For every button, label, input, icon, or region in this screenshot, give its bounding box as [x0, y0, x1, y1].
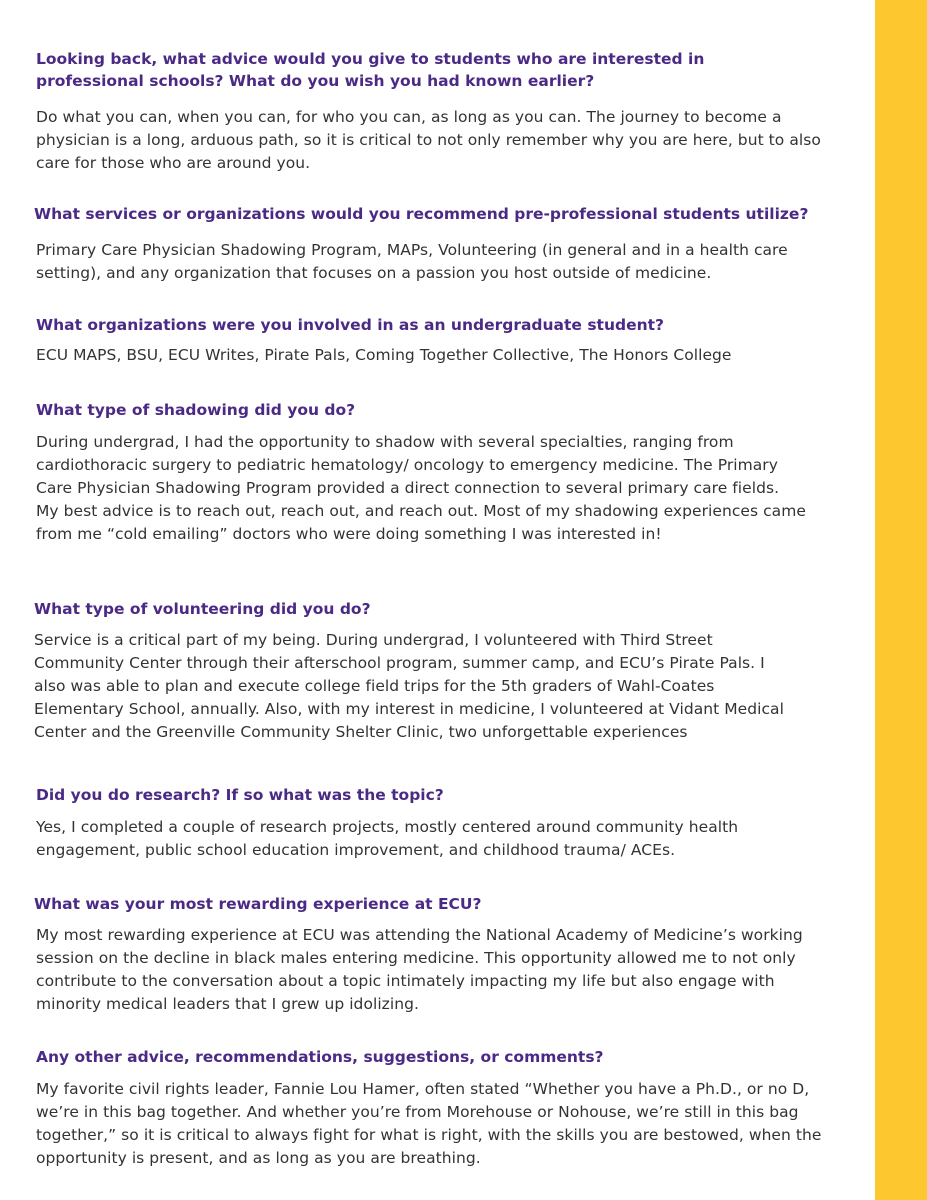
question-heading: What was your most rewarding experience at ECU?	[34, 895, 482, 913]
answer-text: My most rewarding experience at ECU was attending the National Academy of Medicine’s working session on the decline in black males entering medicine. This opportunity allowed me to not only contribute to the conversation about a topic intimately impacting my life but also engage with minority medical leaders that I grew up idolizing.	[36, 926, 803, 1013]
question-heading: Any other advice, recommendations, suggestions, or comments?	[36, 1048, 604, 1066]
qa-section-rewarding-experience	[0, 893, 850, 1016]
accent-side-bar	[875, 0, 927, 1200]
qa-section-services	[0, 203, 850, 285]
qa-section-shadowing	[0, 399, 850, 546]
question-heading: What type of shadowing did you do?	[36, 401, 356, 419]
answer-text: During undergrad, I had the opportunity to shadow with several specialties, ranging from cardiothoracic surgery to pediatric hematology/ oncology to emergency medicine. The Primary Care Physician Shadowing Program provided a direct connection to several primary care fields. My best advice is to reach out, reach out, and reach out. Most of my shadowing experiences came from me “cold emailing” doctors who were doing something I was interested in!	[36, 433, 806, 543]
qa-section-advice	[0, 48, 850, 175]
answer-text: My favorite civil rights leader, Fannie Lou Hamer, often stated “Whether you have a Ph.D., or no D, we’re in this bag together. And whether you’re from Morehouse or Nohouse, we’re still in this bag together,” so it is critical to always fight for what is right, with the skills you are bestowed, when the opportunity is present, and as long as you are breathing.	[36, 1080, 822, 1167]
question-heading: Looking back, what advice would you give to students who are interested in professional schools? What do you wish you had known earlier?	[36, 50, 705, 90]
answer-text: Service is a critical part of my being. During undergrad, I volunteered with Third Street Community Center through their afterschool program, summer camp, and ECU’s Pirate Pals. I also was able to plan and execute college field trips for the 5th graders of Wahl-Coates Elementary School, annually. Also, with my interest in medicine, I volunteered at Vidant Medical Center and the Greenville Community Shelter Clinic, two unforgettable experiences	[34, 631, 784, 741]
question-heading: What organizations were you involved in as an undergraduate student?	[36, 316, 665, 334]
qa-section-other-advice	[0, 1046, 850, 1170]
answer-text: Yes, I completed a couple of research projects, mostly centered around community health engagement, public school education improvement, and childhood trauma/ ACEs.	[36, 818, 739, 859]
answer-text: ECU MAPS, BSU, ECU Writes, Pirate Pals, Coming Together Collective, The Honors College	[36, 346, 732, 364]
qa-section-research	[0, 784, 850, 862]
answer-text: Do what you can, when you can, for who you can, as long as you can. The journey to become a physician is a long, arduous path, so it is critical to not only remember why you are here, but to also care for those who are around you.	[36, 108, 821, 172]
answer-text: Primary Care Physician Shadowing Program, MAPs, Volunteering (in general and in a health care setting), and any organization that focuses on a passion you host outside of medicine.	[36, 241, 788, 282]
qa-section-volunteering	[0, 598, 850, 744]
qa-section-organizations	[0, 314, 850, 367]
question-heading: What services or organizations would you recommend pre-professional students utilize?	[34, 205, 809, 223]
question-heading: What type of volunteering did you do?	[34, 600, 371, 618]
question-heading: Did you do research? If so what was the topic?	[36, 786, 444, 804]
